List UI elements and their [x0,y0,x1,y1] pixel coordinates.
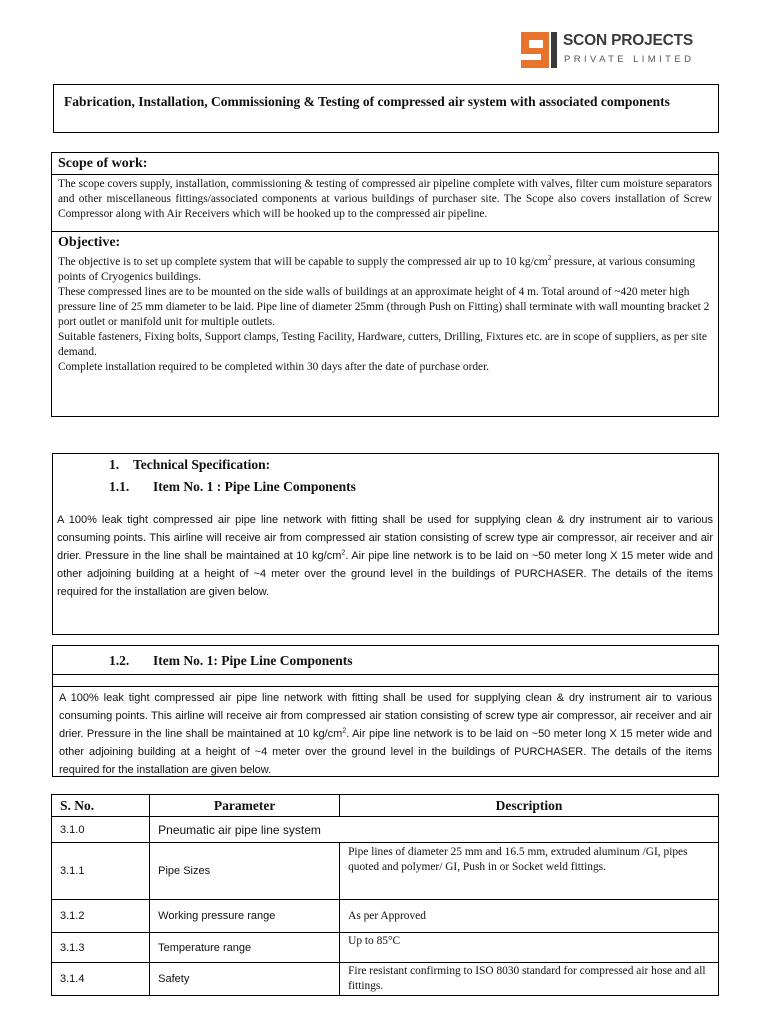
scope-heading-box [51,152,719,175]
cell-sno: 3.1.4 [52,963,150,996]
company-name: SCON PROJECTS [563,32,694,49]
section-label: Item No. 1 : Pipe Line Components [153,479,356,494]
objective-paragraph: These compressed lines are to be mounted on the side walls of buildings at an approximate height of 4 m. Total around of ~420 meter high pressure line of 25 mm diameter to be laid. Pipe line of diameter 25mm (through Push on Fitting) shall terminate with wall mounting bracket 2 port outlet or manifold unit for multiple outlets. [58,286,710,328]
cell-group-label: Pneumatic air pipe line system [150,817,719,843]
company-subtitle: PRIVATE LIMITED [564,54,695,65]
scope-heading: Scope of work: [58,156,148,171]
superscript: 2 [342,727,347,735]
objective-paragraph: Complete installation required to be completed within 30 days after the date of purchase order. [58,361,490,373]
cell-sno: 3.1.3 [52,933,150,963]
section-heading-1 [109,457,270,473]
scon-logo-mark-icon [519,30,559,70]
company-logo [519,30,695,72]
table-header-row [52,795,719,817]
body-text: A 100% leak tight compressed air pipe line network with fitting shall be used for supplying clean & dry instrument air to various consuming points. This airline will receive air from compressed air station consisting of screw type air compressor, air receiver and air drier. Pressure in the line shall be maintained at 10 kg/cm [57,514,713,562]
item-body-box [52,686,719,777]
superscript: 2 [547,254,552,263]
section-number: 1.1. [109,479,130,494]
objective-paragraph [58,255,712,285]
body-text: . Air pipe line network is to be laid on ~50 meter long X 15 meter wide and other adjoining building at a height of ~4 meter over the ground level in the buildings of PURCHASER. The details of the items required for the installation are given below. [59,728,712,776]
cell-sno: 3.1.2 [52,900,150,933]
header-sno: S. No. [52,795,150,817]
cell-parameter: Pipe Sizes [150,843,340,900]
section-heading-1-2 [109,653,353,669]
scope-body: The scope covers supply, installation, commissioning & testing of compressed air pipeline complete with valves, filter cum moisture separators and other miscellaneous fittings/associated components at various buildings of purchaser site. The Scope also covers installation of Screw Compressor along with Air Receivers which will be hooked up to the compressed air pipeline. [58,178,712,220]
superscript: 2 [341,549,346,557]
cell-description: Up to 85°C [340,933,719,963]
cell-parameter: Temperature range [150,933,340,963]
table-row [52,933,719,963]
cell-sno: 3.1.1 [52,843,150,900]
objective-text: pressure, at various consuming points of Cryogenics buildings. [58,256,696,283]
section-label: Technical Specification: [133,457,271,472]
cell-description: As per Approved [340,900,719,933]
body-text: A 100% leak tight compressed air pipe line network with fitting shall be used for supplying clean & dry instrument air to various consuming points. This airline will receive air from compressed air station consisting of screw type air compressor, air receiver and air drier. Pressure in the line shall be maintained at 10 kg/cm [59,692,712,740]
document-title-box [53,84,719,133]
cell-description: Fire resistant confirming to ISO 8030 standard for compressed air hose and all fittings. [340,963,719,996]
section-heading-1-1 [109,479,356,495]
specification-table [51,794,719,996]
technical-body [57,511,713,601]
table-row [52,900,719,933]
cell-sno: 3.1.0 [52,817,150,843]
section-label: Item No. 1: Pipe Line Components [153,653,353,668]
body-text: . Air pipe line network is to be laid on ~50 meter long X 15 meter wide and other adjoining building at a height of ~4 meter over the ground level in the buildings of PURCHASER. The details of the items required for the installation are given below. [57,550,713,598]
document-title: Fabrication, Installation, Commissioning & Testing of compressed air system with associated components [64,94,670,109]
table-row [52,963,719,996]
item-heading-box [52,645,719,675]
table-group-row [52,817,719,843]
scope-body-box [51,174,719,232]
section-number: 1.2. [109,653,130,668]
section-number: 1. [109,457,120,472]
technical-specification-box [52,453,719,635]
objective-paragraph: Suitable fasteners, Fixing bolts, Support clamps, Testing Facility, Hardware, cutters, Drilling, Fixtures etc. are in scope of suppliers, as per site demand. [58,331,707,358]
cell-description: Pipe lines of diameter 25 mm and 16.5 mm, extruded aluminum /GI, pipes quoted and polymer/ GI, Push in or Socket weld fittings. [340,843,719,900]
cell-parameter: Safety [150,963,340,996]
table-row [52,843,719,900]
item-body [59,689,712,779]
objective-box [51,231,719,417]
objective-heading: Objective: [58,235,121,250]
header-parameter: Parameter [150,795,340,817]
header-description: Description [340,795,719,817]
cell-parameter: Working pressure range [150,900,340,933]
objective-text: The objective is to set up complete system that will be capable to supply the compressed air up to 10 kg/cm [58,256,548,268]
objective-body [58,255,712,375]
